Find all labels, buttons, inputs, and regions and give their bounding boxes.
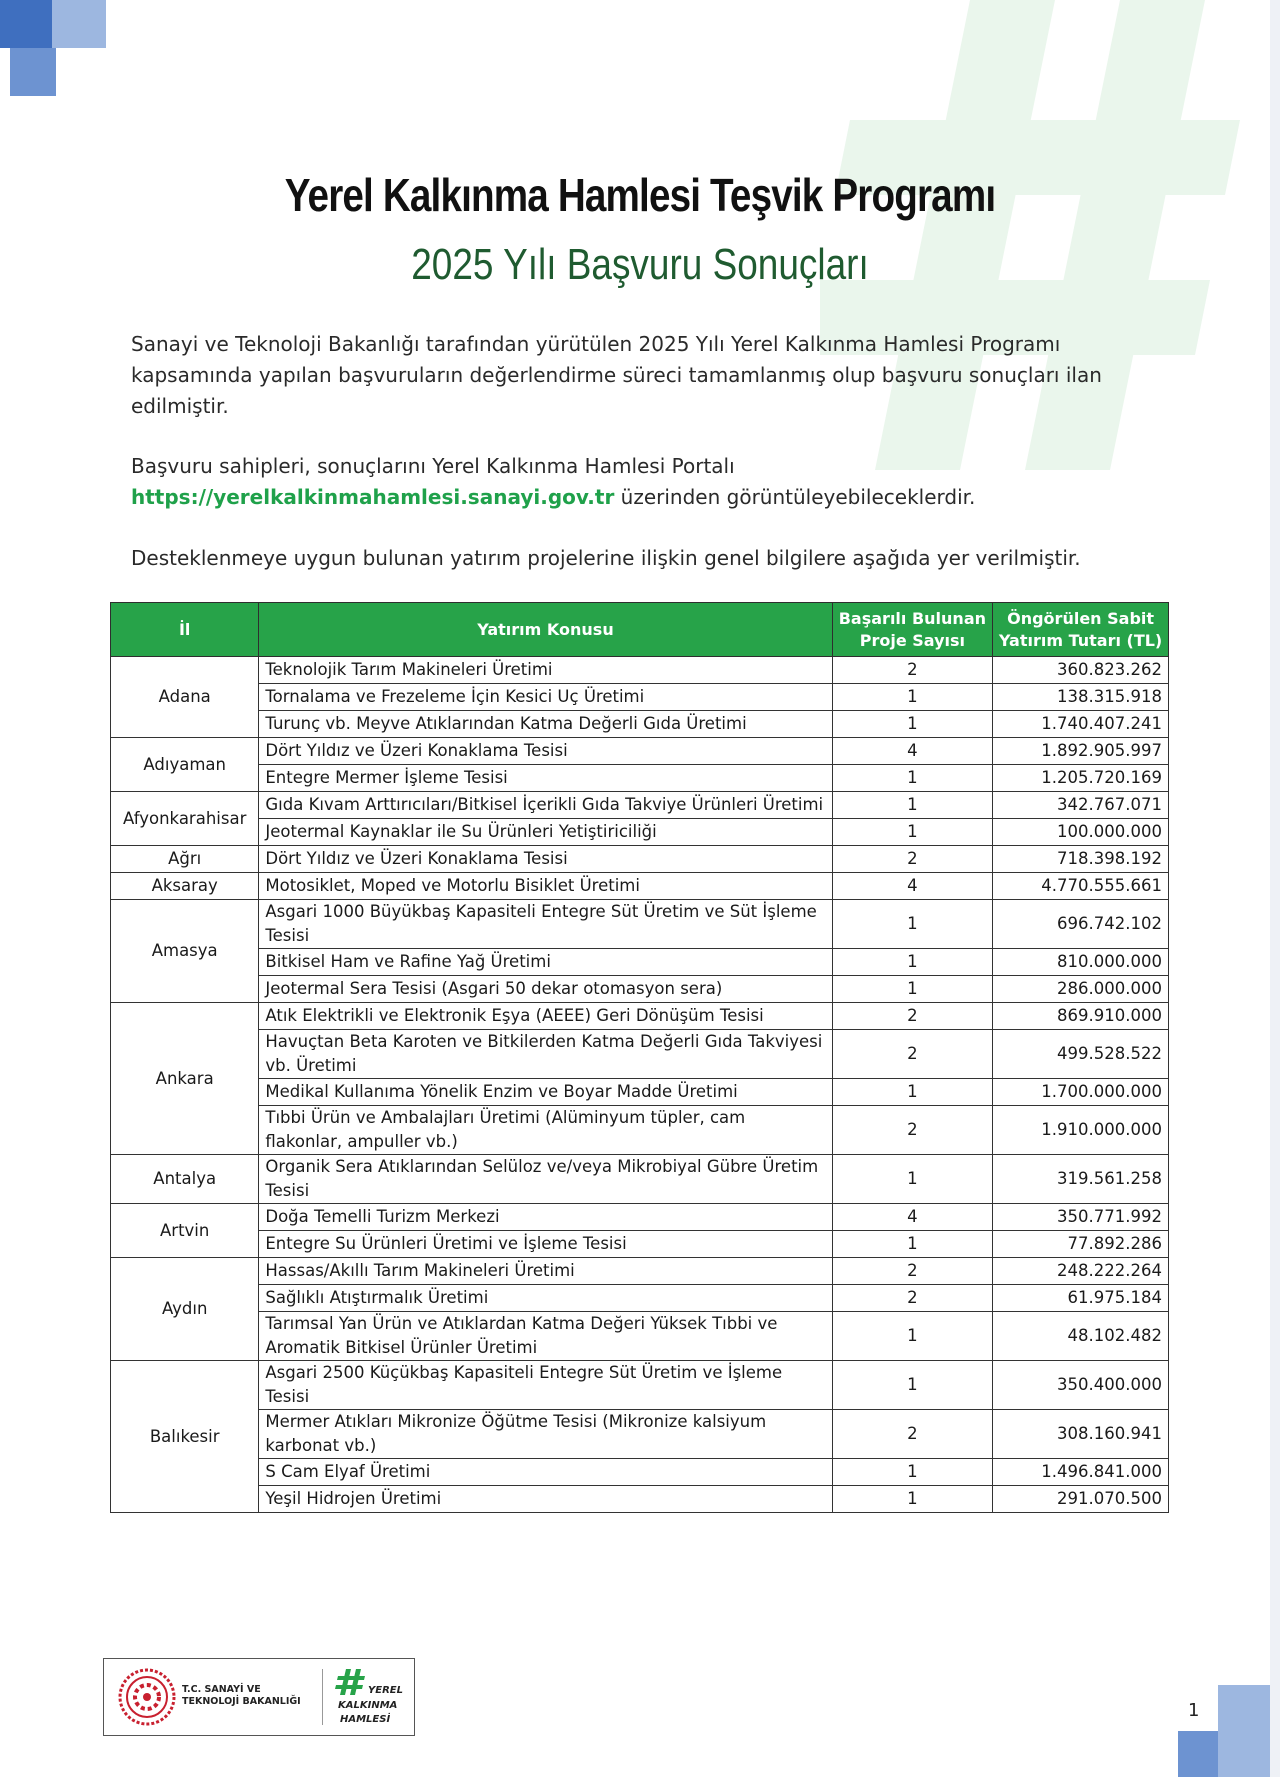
investment-amount-cell: 1.496.841.000 [993,1459,1169,1486]
project-count-cell: 2 [832,1003,993,1030]
corner-square-mid [10,48,56,96]
header-province: İl [111,603,259,657]
investment-amount-cell: 342.767.071 [993,792,1169,819]
table-row [111,1204,1169,1231]
topic-cell: Asgari 2500 Küçükbaş Kapasiteli Entegre Süt Üretim ve İşleme Tesisi [259,1361,832,1410]
project-count-cell: 1 [832,949,993,976]
logo-line3: HAMLESİ [340,1714,391,1725]
topic-cell: Yeşil Hidrojen Üretimi [259,1486,832,1513]
province-cell: Aksaray [111,873,259,900]
table-row [111,873,1169,900]
project-count-cell: 4 [832,738,993,765]
topic-cell: Jeotermal Sera Tesisi (Asgari 50 dekar otomasyon sera) [259,976,832,1003]
corner-square-light [52,0,106,48]
table-row [111,684,1169,711]
investment-amount-cell: 360.823.262 [993,657,1169,684]
header-count-line1: Başarılı Bulunan [838,608,986,628]
header-investment-amount [993,603,1169,657]
topic-cell: Medikal Kullanıma Yönelik Enzim ve Boyar Madde Üretimi [259,1079,832,1106]
footer-logos [103,1658,415,1736]
topic-cell: Havuçtan Beta Karoten ve Bitkilerden Katma Değerli Gıda Takviyesi vb. Üretimi [259,1030,832,1079]
portal-text-after: üzerinden görüntüleyebileceklerdir. [620,485,976,509]
table-row [111,765,1169,792]
yerel-kalkinma-hamlesi-logo [332,1667,404,1727]
bottom-right-square-light [1218,1685,1270,1777]
investment-amount-cell: 308.160.941 [993,1410,1169,1459]
ministry-line1: T.C. SANAYİ VE [182,1684,261,1695]
investment-amount-cell: 810.000.000 [993,949,1169,976]
table-row [111,1410,1169,1459]
topic-cell: Teknolojik Tarım Makineleri Üretimi [259,657,832,684]
project-count-cell: 1 [832,684,993,711]
province-cell: Ankara [111,1003,259,1155]
table-row [111,1106,1169,1155]
province-cell: Aydın [111,1258,259,1361]
page-subtitle: 2025 Yılı Başvuru Sonuçları [411,240,869,289]
results-table [110,602,1169,1513]
ministry-name [182,1684,301,1708]
project-count-cell: 2 [832,846,993,873]
corner-square-dark [0,0,52,48]
table-row [111,1258,1169,1285]
topic-cell: Organik Sera Atıklarından Selüloz ve/veya Mikrobiyal Gübre Üretim Tesisi [259,1155,832,1204]
table-row [111,1155,1169,1204]
topic-cell: Dört Yıldız ve Üzeri Konaklama Tesisi [259,846,832,873]
investment-amount-cell: 499.528.522 [993,1030,1169,1079]
province-cell: Antalya [111,1155,259,1204]
header-amount-line1: Öngörülen Sabit [1007,608,1155,628]
investment-amount-cell: 4.770.555.661 [993,873,1169,900]
project-count-cell: 1 [832,711,993,738]
project-count-cell: 1 [832,1231,993,1258]
topic-cell: Bitkisel Ham ve Rafine Yağ Üretimi [259,949,832,976]
investment-amount-cell: 1.910.000.000 [993,1106,1169,1155]
project-count-cell: 1 [832,1312,993,1361]
topic-cell: Jeotermal Kaynaklar ile Su Ürünleri Yetiştiriciliği [259,819,832,846]
logo-line2: KALKINMA [338,1700,398,1711]
project-count-cell: 1 [832,1079,993,1106]
table-row [111,1079,1169,1106]
topic-cell: Atık Elektrikli ve Elektronik Eşya (AEEE) Geri Dönüşüm Tesisi [259,1003,832,1030]
project-count-cell: 1 [832,900,993,949]
project-count-cell: 1 [832,765,993,792]
table-row [111,792,1169,819]
province-cell: Balıkesir [111,1361,259,1513]
topic-cell: Sağlıklı Atıştırmalık Üretimi [259,1285,832,1312]
project-count-cell: 1 [832,1459,993,1486]
province-cell: Ağrı [111,846,259,873]
table-row [111,819,1169,846]
table-row [111,711,1169,738]
topic-cell: Turunç vb. Meyve Atıklarından Katma Değerli Gıda Üretimi [259,711,832,738]
project-count-cell: 2 [832,1030,993,1079]
table-row [111,1285,1169,1312]
project-count-cell: 1 [832,819,993,846]
table-row [111,657,1169,684]
project-count-cell: 1 [832,1361,993,1410]
header-amount-line2: Yatırım Tutarı (TL) [998,630,1163,650]
topic-cell: Doğa Temelli Turizm Merkezi [259,1204,832,1231]
province-cell: Afyonkarahisar [111,792,259,846]
project-count-cell: 2 [832,1410,993,1459]
bottom-right-square-dark [1178,1731,1218,1777]
investment-amount-cell: 138.315.918 [993,684,1169,711]
investment-amount-cell: 350.771.992 [993,1204,1169,1231]
investment-amount-cell: 286.000.000 [993,976,1169,1003]
investment-amount-cell: 291.070.500 [993,1486,1169,1513]
ministry-seal-icon [118,1668,176,1726]
table-row [111,738,1169,765]
investment-amount-cell: 61.975.184 [993,1285,1169,1312]
table-row [111,1030,1169,1079]
investment-amount-cell: 100.000.000 [993,819,1169,846]
topic-cell: Motosiklet, Moped ve Motorlu Bisiklet Üretimi [259,873,832,900]
footer-divider [322,1669,323,1725]
portal-link[interactable]: https://yerelkalkinmahamlesi.sanayi.gov.tr [131,485,615,509]
province-cell: Amasya [111,900,259,1003]
investment-amount-cell: 869.910.000 [993,1003,1169,1030]
project-count-cell: 1 [832,1155,993,1204]
topic-cell: Mermer Atıkları Mikronize Öğütme Tesisi (Mikronize kalsiyum karbonat vb.) [259,1410,832,1459]
page-number: 1 [1188,1700,1200,1721]
topic-cell: Tıbbi Ürün ve Ambalajları Üretimi (Alüminyum tüpler, cam flakonlar, ampuller vb.) [259,1106,832,1155]
table-row [111,846,1169,873]
topic-cell: Asgari 1000 Büyükbaş Kapasiteli Entegre Süt Üretim ve Süt İşleme Tesisi [259,900,832,949]
investment-amount-cell: 77.892.286 [993,1231,1169,1258]
project-count-cell: 1 [832,792,993,819]
project-count-cell: 1 [832,1486,993,1513]
logo-line1: YEREL [368,1685,403,1696]
project-count-cell: 2 [832,657,993,684]
investment-amount-cell: 248.222.264 [993,1258,1169,1285]
table-row [111,949,1169,976]
province-cell: Artvin [111,1204,259,1258]
table-intro-paragraph: Desteklenmeye uygun bulunan yatırım projelerine ilişkin genel bilgilere aşağıda yer verilmiştir. [131,546,1081,570]
investment-amount-cell: 1.700.000.000 [993,1079,1169,1106]
table-body [111,657,1169,1513]
investment-amount-cell: 48.102.482 [993,1312,1169,1361]
topic-cell: Hassas/Akıllı Tarım Makineleri Üretimi [259,1258,832,1285]
topic-cell: S Cam Elyaf Üretimi [259,1459,832,1486]
project-count-cell: 2 [832,1285,993,1312]
header-topic: Yatırım Konusu [259,603,832,657]
page-title: Yerel Kalkınma Hamlesi Teşvik Programı [284,169,996,221]
table-row [111,1312,1169,1361]
topic-cell: Gıda Kıvam Arttırıcıları/Bitkisel İçerikli Gıda Takviye Ürünleri Üretimi [259,792,832,819]
topic-cell: Tornalama ve Frezeleme İçin Kesici Uç Üretimi [259,684,832,711]
investment-amount-cell: 718.398.192 [993,846,1169,873]
province-cell: Adana [111,657,259,738]
table-row [111,976,1169,1003]
province-cell: Adıyaman [111,738,259,792]
project-count-cell: 4 [832,1204,993,1231]
project-count-cell: 4 [832,873,993,900]
topic-cell: Tarımsal Yan Ürün ve Atıklardan Katma Değeri Yüksek Tıbbi ve Aromatik Bitkisel Ürünler Üretimi [259,1312,832,1361]
table-header-row [111,603,1169,657]
investment-amount-cell: 350.400.000 [993,1361,1169,1410]
intro-paragraph: Sanayi ve Teknoloji Bakanlığı tarafından yürütülen 2025 Yılı Yerel Kalkınma Hamlesi Programı kapsamında yapılan başvuruların değerlendirme süreci tamamlanmış olup başvuru sonuçları ilan edilmiştir. [131,332,1102,418]
table-row [111,1231,1169,1258]
ministry-line2: TEKNOLOJİ BAKANLIĞI [182,1696,301,1707]
investment-amount-cell: 696.742.102 [993,900,1169,949]
table-row [111,1459,1169,1486]
table-row [111,1003,1169,1030]
topic-cell: Entegre Mermer İşleme Tesisi [259,765,832,792]
investment-amount-cell: 319.561.258 [993,1155,1169,1204]
portal-text-before: Başvuru sahipleri, sonuçlarını Yerel Kalkınma Hamlesi Portalı [131,454,735,478]
table-row [111,900,1169,949]
topic-cell: Entegre Su Ürünleri Üretimi ve İşleme Tesisi [259,1231,832,1258]
project-count-cell: 2 [832,1258,993,1285]
portal-paragraph [131,451,1151,513]
right-edge-strip [1270,0,1280,1777]
project-count-cell: 2 [832,1106,993,1155]
project-count-cell: 1 [832,976,993,1003]
investment-amount-cell: 1.892.905.997 [993,738,1169,765]
table-row [111,1361,1169,1410]
header-project-count [832,603,993,657]
investment-amount-cell: 1.205.720.169 [993,765,1169,792]
topic-cell: Dört Yıldız ve Üzeri Konaklama Tesisi [259,738,832,765]
table-row [111,1486,1169,1513]
investment-amount-cell: 1.740.407.241 [993,711,1169,738]
header-count-line2: Proje Sayısı [859,630,965,650]
